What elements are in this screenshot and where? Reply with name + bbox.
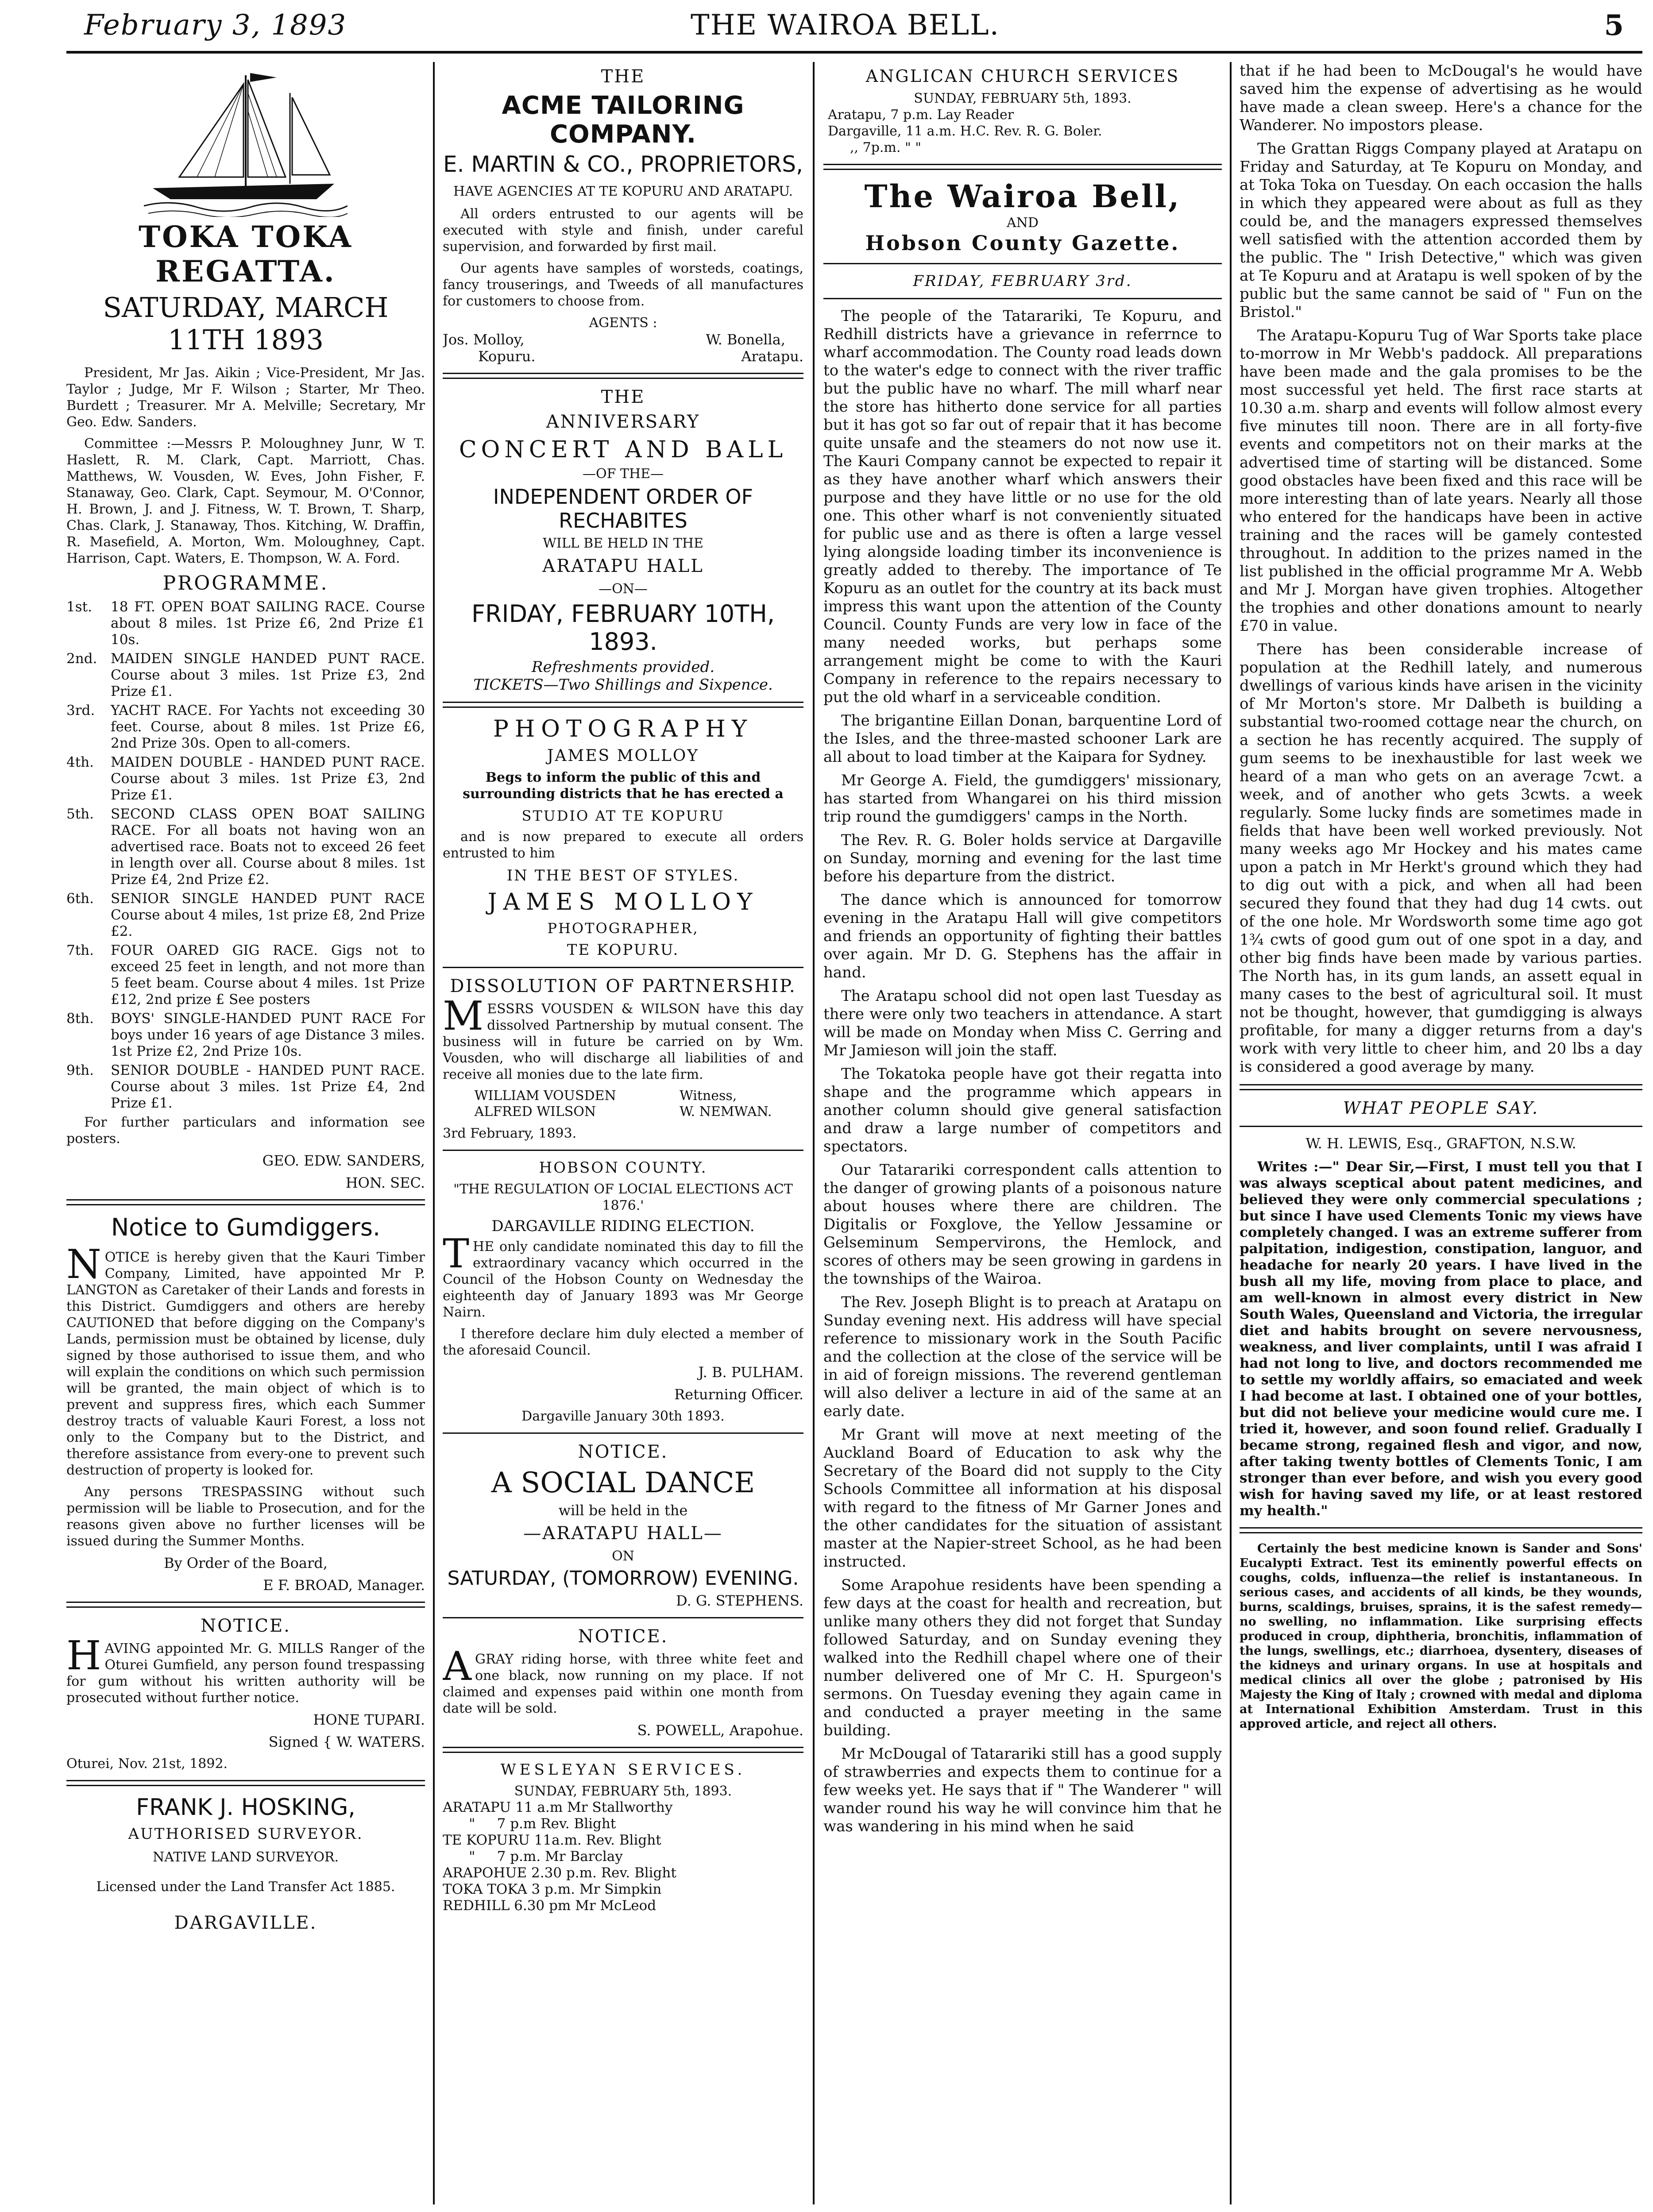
section-rule (1240, 1527, 1642, 1533)
notice-sig1: HONE TUPARI. (313, 1711, 425, 1728)
photo-studio: STUDIO AT TE KOPURU (521, 807, 725, 824)
hosking-role: AUTHORISED SURVEYOR. (128, 1825, 363, 1843)
column-2 (443, 62, 803, 2204)
news-paragraph: The Tokatoka people have got their regatta into shape and the programme which appears in another column should give general satisfaction and draw a large number of competitors and spectators. (823, 1065, 1222, 1155)
column-divider (1230, 62, 1232, 2204)
section-rule (443, 373, 803, 379)
column-3 (823, 62, 1222, 2204)
news-paragraph: The dance which is announced for tomorrow evening in the Aratapu Hall will give competitors and friends an opportunity of fighting their battles over again. Mr D. G. Stephens has the affair in hand. (823, 891, 1222, 981)
anglican-date: SUNDAY, FEBRUARY 5th, 1893. (914, 91, 1132, 106)
notice-signed: Signed (268, 1733, 319, 1750)
hosking-place: DARGAVILLE. (174, 1913, 317, 1933)
agent2-place: Aratapu. (741, 348, 803, 365)
race-description: SECOND CLASS OPEN BOAT SAILING RACE. For all boats not having won an advertised race. Boats not to exceed 26 feet in length over all. Course about 8 miles. 1st Prize £4, 2nd Prize £2. (111, 806, 425, 888)
hosking-sub: NATIVE LAND SURVEYOR. (152, 1849, 339, 1865)
editorial-masthead-sub: Hobson County Gazette. (865, 231, 1180, 255)
header-page-number: 5 (1604, 9, 1625, 42)
race-item (66, 942, 425, 1008)
anglican-line3: ,, 7p.m. " " (850, 140, 922, 155)
race-item (66, 1011, 425, 1060)
social-on: ON (612, 1548, 634, 1564)
wps-title: WHAT PEOPLE SAY. (1343, 1098, 1539, 1118)
acme-p2: Our agents have samples of worsteds, coatings, fancy trouserings, and Tweeds of all manufactures for customers to choose from. (443, 261, 803, 309)
dissolution-date: 3rd February, 1893. (443, 1126, 577, 1141)
regatta-officers: President, Mr Jas. Aikin ; Vice-President, Mr Jas. Taylor ; Judge, Mr F. Wilson ; Starter, Mr Theo. Burdett ; Treasurer. Mr A. Melville; Secretary, Mr Geo. Edw. Sanders. (66, 365, 425, 430)
news-paragraph: Our Tatarariki correspondent calls attention to the danger of growing plants of a poisonous nature about houses where there are children. The Digitalis or Foxglove, the Yellow Jessamine or Gelseminum Sempervirons, the Hemlock, and scores of others may be seen growing in gardens in the townships of the Wairoa. (823, 1161, 1222, 1288)
header-title: THE WAIROA BELL. (691, 9, 1000, 42)
news-paragraph: Some Arapohue residents have been spending a few days at the coast for health and recreation, but unlike many others they did not forget that Sunday followed Saturday, and on Sunday evening they walked into the Redhill chapel where one of their number delivered one of Mr C. H. Spurgeon's sermons. On Tuesday evening they again came in and conducted a prayer meeting in the same building. (823, 1576, 1222, 1739)
wesleyan-date: SUNDAY, FEBRUARY 5th, 1893. (514, 1783, 732, 1799)
concert-order: INDEPENDENT ORDER OF RECHABITES (493, 485, 753, 533)
wps-from: W. H. LEWIS, Esq., GRAFTON, N.S.W. (1305, 1135, 1576, 1152)
notice-sig2: Signed { W. WATERS. (268, 1733, 425, 1750)
concert-the: THE (601, 387, 645, 407)
news-paragraph: Mr McDougal of Tatarariki still has a good supply of strawberries and expects them to continue for a few weeks yet. He says that if " The Wanderer " will wander round his way he will convince him that he was wandering in his mind when he said (823, 1745, 1222, 1835)
hobson-title: HOBSON COUNTY. (539, 1159, 707, 1177)
anglican-line1: Aratapu, 7 p.m. Lay Reader (828, 107, 1014, 123)
editorial-masthead-title: The Wairoa Bell, (864, 178, 1181, 215)
column-divider (433, 62, 435, 2204)
editorial-date: FRIDAY, FEBRUARY 3rd. (913, 272, 1132, 290)
photo-p2: and is now prepared to execute all orders entrusted to him (443, 829, 803, 861)
service-line: TOKA TOKA 3 p.m. Mr Simpkin (443, 1881, 662, 1897)
hobson-body2: I therefore declare him duly elected a member of the aforesaid Council. (443, 1326, 803, 1358)
dissolution-n2: ALFRED WILSON (474, 1104, 596, 1120)
sailing-ship-illustration (144, 66, 348, 217)
section-rule (823, 263, 1222, 264)
news-paragraph: that if he had been to McDougal's he would have saved him the expense of advertising as he would have made a clean sweep. Here's a chance for the Wanderer. No impostors please. (1240, 62, 1642, 134)
photo-role: PHOTOGRAPHER, (547, 920, 699, 937)
race-number: 5th. (66, 806, 94, 822)
social-sig: D. G. STEPHENS. (676, 1592, 803, 1609)
race-item (66, 599, 425, 648)
wps-body: Writes :—" Dear Sir,—First, I must tell you that I was always sceptical about patent medicines, and believed they were only commercial speculations ; but since I have used Clements Tonic my views have completely changed. I was an extreme sufferer from palpitation, indigestion, constipation, languor, and headache for nearly 20 years. I have lived in the bush all my life, moving from place to place, and am well-known in almost every district in New South Wales, Queensland and Victoria, the irregular diet and habits brought on severe nervousness, weakness, and liver complaints, until I was afraid I had not long to live, and doctors recommended me to settle my worldly affairs, so emaciated and week I had become at last. I obtained one of your bottles, but did not believe your medicine would cure me. I tried it, however, and soon found relief. Gradually I became strong, regained flesh and vigor, and now, after taking twenty bottles of Clements Tonic, I am stronger than ever before, and wish you every good wish for having saved my life, or at least restored my health." (1240, 1159, 1642, 1519)
service-line: ARATAPU 11 a.m Mr Stallworthy (443, 1799, 673, 1815)
hobson-act: "THE REGULATION OF LOCIAL ELECTIONS ACT 1876.' (453, 1181, 793, 1213)
section-rule (443, 1150, 803, 1151)
dissolution-n1: WILLIAM VOUSDEN (474, 1088, 616, 1104)
race-description: SENIOR SINGLE HANDED PUNT RACE Course about 4 miles, 1st prize £8, 2nd Prize £2. (111, 891, 425, 939)
service-line: TE KOPURU 11a.m. Rev. Blight (443, 1832, 661, 1848)
section-rule (823, 164, 1222, 170)
service-line: " 7 p.m. Mr Barclay (443, 1849, 623, 1865)
gumdiggers-title: Notice to Gumdiggers. (111, 1213, 381, 1241)
concert-refreshments: Refreshments provided. (531, 658, 715, 676)
concert-of: —OF THE— (582, 466, 664, 482)
regatta-signature-role: HON. SEC. (345, 1174, 425, 1191)
race-number: 9th. (66, 1062, 94, 1078)
hosking-license: Licensed under the Land Transfer Act 1885. (96, 1879, 395, 1895)
hobson-riding: DARGAVILLE RIDING ELECTION. (491, 1217, 755, 1235)
column-4 (1240, 62, 1642, 2204)
column-divider (813, 62, 815, 2204)
section-rule (1240, 1126, 1642, 1127)
news-paragraph: Mr George A. Field, the gumdiggers' missionary, has started from Whangarei on his third mission trip round the gumdiggers' camps in the North. (823, 772, 1222, 826)
dissolution-signatures (443, 1088, 803, 1120)
photo-styles: IN THE BEST OF STYLES. (506, 867, 740, 884)
news-paragraph: The Rev. Joseph Blight is to preach at Aratapu on Sunday evening next. His address will have special reference to missionary work in the South Pacific and the collection at the close of the service will be in aid of foreign missions. The reverend gentleman will also deliver a lecture in aid of the same at an early date. (823, 1293, 1222, 1420)
programme-title: PROGRAMME. (162, 572, 329, 594)
news-paragraphs (1240, 62, 1642, 1076)
news-paragraph: The brigantine Eillan Donan, barquentine Lord of the Isles, and the three-masted schooner Lark are all about to load timber at the Kaipara for Sydney. (823, 712, 1222, 766)
section-rule (823, 298, 1222, 299)
race-number: 8th. (66, 1011, 94, 1027)
race-number: 3rd. (66, 703, 95, 718)
race-description: BOYS' SINGLE-HANDED PUNT RACE For boys under 16 years of age Distance 3 miles. 1st Prize £2, 2nd Prize 10s. (111, 1011, 425, 1059)
horse-sig: S. POWELL, Arapohue. (637, 1722, 803, 1739)
section-rule (443, 1617, 803, 1618)
hosking-name: FRANK J. HOSKING, (136, 1794, 355, 1821)
social-big: A SOCIAL DANCE (491, 1467, 755, 1499)
photo-title: PHOTOGRAPHY (493, 716, 753, 742)
concert-held: WILL BE HELD IN THE (543, 536, 703, 551)
regatta-footer: For further particulars and information see posters. (66, 1115, 425, 1147)
gumdiggers-body2: Any persons TRESPASSING without such permission will be liable to Prosecution, and for the reasons given above no further licenses will be issued during the Summer Months. (66, 1484, 425, 1549)
concert-date: FRIDAY, FEBRUARY 10TH, 1893. (471, 600, 775, 656)
race-item (66, 891, 425, 940)
acme-the: THE (601, 66, 645, 87)
photo-name: JAMES MOLLOY (547, 747, 699, 765)
header-rule (66, 51, 1642, 54)
concert-title: CONCERT AND BALL (459, 436, 788, 463)
concert-anniversary: ANNIVERSARY (546, 412, 700, 432)
dissolution-witness: Witness, (679, 1088, 737, 1104)
gumdiggers-sig1: By Order of the Board, (164, 1555, 328, 1571)
regatta-signature: GEO. EDW. SANDERS, (262, 1152, 425, 1169)
wesleyan-title: WESLEYAN SERVICES. (500, 1761, 746, 1779)
regatta-title: TOKA TOKA REGATTA. (139, 220, 353, 289)
eucalypti-ad: Certainly the best medicine known is Sander and Sons' Eucalypti Extract. Test its eminently powerful effects on coughs, colds, influenza—the relief is instantaneous. In serious cases, and accidents of all kinds, be they wounds, burns, scaldings, bruises, sprains, it is the safest remedy—no swelling, no inflammation. Like surprising effects produced in croup, diphtheria, bronchitis, inflammation of the lungs, swellings, etc.; diarrhoea, dysentery, diseases of the kidneys and urinary organs. In use at hospitals and medical clinics all over the globe ; patronised by His Majesty the King of Italy ; crowned with medal and diploma at International Exhibition Amsterdam. Trust in this approved article, and reject all others. (1240, 1542, 1642, 1731)
news-paragraph: There has been considerable increase of population at the Redhill lately, and numerous dwellings of various kinds have arisen in the vicinity of Mr Morton's store. Mr Dalbeth is building a substantial two-roomed cottage near the church, on a section he has recently acquired. The supply of gum seems to be inexhaustible for last week we heard of a man who gets on an average 7cwt. a week, and of another who gets 3cwts. a week regularly. Some lucky finds are sometimes made in fields that have been well worked previously. Not many weeks ago Mr Hockey and his mates came upon a patch in Mr Herkt's ground which they had to dig out with a pick, and when all had been secured they found that they had dug 14 cwts. out of the one hole. Mr Wordsworth some time ago got 1¾ cwts of good gum out of one spot in a day, and other big finds have been made by various parties. The North has, in its gum lands, an assett equal in many cases to the best of agricultural soil. It must not be thought, however, that gumdigging is always profitable, for many a digger returns from a day's work with very little to cheer him, and 20 lbs a day is considered a good average by many. (1240, 641, 1642, 1076)
hobson-date: Dargaville January 30th 1893. (521, 1409, 725, 1424)
section-rule (66, 1780, 425, 1786)
anglican-line2: Dargaville, 11 a.m. H.C. Rev. R. G. Boler. (828, 124, 1102, 139)
hobson-role: Returning Officer. (674, 1386, 803, 1403)
acme-p1: All orders entrusted to our agents will be executed with style and finish, under careful supervision, and forwarded by first mail. (443, 206, 803, 255)
race-number: 4th. (66, 754, 94, 770)
race-number: 2nd. (66, 651, 97, 667)
horse-body: AGRAY riding horse, with three white feet and one black, now running on my place. If not claimed and expenses paid within one month from date will be sold. (443, 1643, 803, 1716)
news-paragraph: The Rev. R. G. Boler holds service at Dargaville on Sunday, morning and evening for the last time before his departure from the district. (823, 831, 1222, 885)
race-number: 7th. (66, 942, 94, 958)
page-header (66, 9, 1642, 53)
race-description: 18 FT. OPEN BOAT SAILING RACE. Course about 8 miles. 1st Prize £6, 2nd Prize £1 10s. (111, 599, 425, 648)
news-paragraph: The people of the Tatarariki, Te Kopuru, and Redhill districts have a grievance in referrnce to wharf accommodation. The County road leads down to the water's edge to connect with the river traffic but the public have no wharf. The mill wharf near the store has hitherto done service for all parties but it has got so far out of repair that it has become quite unsafe and the steamers do not now use it. The Kauri Company cannot be expected to repair it as they have another wharf which answers their purpose and they have little or no use for the old one. This other wharf is not conveniently situated for public use and as there is often a large vessel lying alongside loading timber its inconvenience is greatly added to thereby. The importance of Te Kopuru as an outlet for the country at its back must impress this want upon the attention of the County Council. County Funds are very low in face of the many needed works, but perhaps some arrangement might be come to with the Kauri Company in reference to the repairs necessary to put the old wharf in a serviceable condition. (823, 307, 1222, 706)
acme-agencies: HAVE AGENCIES AT TE KOPURU AND ARATAPU. (453, 184, 793, 199)
race-description: SENIOR DOUBLE - HANDED PUNT RACE. Course about 3 miles. 1st Prize £4, 2nd Prize £1. (111, 1062, 425, 1111)
concert-tickets: TICKETS—Two Shillings and Sixpence. (473, 676, 773, 694)
race-item (66, 703, 425, 752)
social-date: SATURDAY, (TOMORROW) EVENING. (447, 1567, 799, 1590)
race-description: MAIDEN SINGLE HANDED PUNT RACE. Course about 3 miles. 1st Prize £3, 2nd Prize £1. (111, 651, 425, 699)
dissolution-title: DISSOLUTION OF PARTNERSHIP. (450, 976, 796, 996)
social-held: will be held in the (558, 1502, 688, 1519)
anglican-title: ANGLICAN CHURCH SERVICES (865, 66, 1180, 86)
race-list (66, 599, 425, 1112)
race-item (66, 651, 425, 700)
editorial-paragraphs (823, 307, 1222, 1836)
news-paragraph: The Aratapu school did not open last Tuesday as there were only two teachers in attendance. A start will be made on Monday when Miss C. Gerring and Mr Jamieson will join the staff. (823, 987, 1222, 1059)
section-rule (443, 1432, 803, 1434)
race-description: FOUR OARED GIG RACE. Gigs not to exceed 25 feet in length, and not more than 5 feet beam. Course about 4 miles. 1st Prize £12, 2nd prize £ See posters (111, 942, 425, 1008)
section-rule (66, 1199, 425, 1205)
news-paragraph: Mr Grant will move at next meeting of the Auckland Board of Education to ask why the Secretary of the Board did not supply to the City Schools Committee all information at his disposal with regard to the fitness of Mr Garner Jones and the other candidates for the situation of assistant master at the Napier-street School, as he had been instructed. (823, 1426, 1222, 1571)
acme-agents-label: AGENTS : (589, 315, 657, 331)
regatta-date: SATURDAY, MARCH 11TH 1893 (103, 291, 389, 356)
photo-p1: Begs to inform the public of this and surrounding districts that he has erected a (463, 770, 784, 802)
race-number: 6th. (66, 891, 94, 907)
acme-agents (443, 331, 803, 365)
notice-sig2-name: W. WATERS. (336, 1733, 425, 1750)
acme-proprietors: E. MARTIN & CO., PROPRIETORS, (443, 151, 803, 177)
column-1 (66, 62, 425, 2204)
race-description: YACHT RACE. For Yachts not exceeding 30 feet. Course, about 8 miles. 1st Prize £6, 2nd Prize 30s. Open to all-comers. (111, 703, 425, 751)
race-number: 1st. (66, 599, 92, 615)
section-rule (443, 702, 803, 708)
concert-on: —ON— (599, 581, 648, 597)
concert-hall: ARATAPU HALL (542, 556, 704, 576)
section-rule (66, 1602, 425, 1608)
service-line: ARAPOHUE 2.30 p.m. Rev. Blight (443, 1865, 676, 1881)
dissolution-wname: W. NEMWAN. (679, 1104, 772, 1120)
race-item (66, 806, 425, 888)
agent1-name: Jos. Molloy, (443, 331, 525, 348)
service-line: REDHILL 6.30 pm Mr McLeod (443, 1898, 657, 1914)
race-item (66, 1062, 425, 1112)
section-rule (443, 967, 803, 968)
race-description: MAIDEN DOUBLE - HANDED PUNT RACE. Course about 3 miles. 1st Prize £3, 2nd Prize £1. (111, 754, 425, 803)
social-title: NOTICE. (578, 1442, 668, 1462)
agent1-place: Kopuru. (478, 348, 536, 365)
notice-body: HAVING appointed Mr. G. MILLS Ranger of the Oturei Gumfield, any person found trespassing for gum without his written authority will be prosecuted without further notice. (66, 1633, 425, 1706)
horse-title: NOTICE. (578, 1626, 668, 1647)
dissolution-body: MESSRS VOUSDEN & WILSON have this day dissolved Partnership by mutual consent. The business will in future be carried on by Wm. Vousden, who will discharge all liabilities of and receive all monies due to the late firm. (443, 993, 803, 1082)
gumdiggers-body: NOTICE is hereby given that the Kauri Timber Company, Limited, have appointed Mr P. LANGTON as Caretaker of their Lands and forests in this District. Gumdiggers and others are hereby CAUTIONED that before digging on the Company's Lands, permission must be obtained by license, duly signed by those authorised to issue them, and who will explain the conditions on which such permission will be granted, the main object of which is to prevent and suppress fires, which each Summer destroy tracts of valuable Kauri Forest, a loss not only to the Company but to the District, and therefore assistance from every-one to prevent such destruction of property is looked for. (66, 1241, 425, 1478)
acme-name: ACME TAILORING COMPANY. (502, 91, 745, 149)
regatta-committee: Committee :—Messrs P. Moloughney Junr, W T. Haslett, R. M. Clark, Capt. Marriott, Chas. Matthews, W. Vousden, W. Eves, John Fisher, F. Stanaway, Geo. Clark, Capt. Seymour, M. O'Connor, H. Brown, J. and J. Fitness, W. T. Brown, T. Sharp, Chas. Clark, J. Stanaway, Thos. Kitching, W. Draffin, R. Masefield, A. Morton, Wm. Moloughney, Capt. Harrison, Capt. Waters, E. Thompson, W. A. Ford. (66, 436, 425, 566)
notice-title: NOTICE. (201, 1616, 291, 1636)
gumdiggers-sig2: E F. BROAD, Manager. (263, 1577, 425, 1594)
photo-place: TE KOPURU. (567, 941, 680, 959)
editorial-masthead-and: AND (1007, 215, 1039, 231)
section-rule (1240, 1084, 1642, 1090)
notice-date: Oturei, Nov. 21st, 1892. (66, 1756, 228, 1772)
header-date: February 3, 1893 (84, 9, 347, 42)
news-paragraph: The Aratapu-Kopuru Tug of War Sports take place to-morrow in Mr Webb's paddock. All preparations have been made and the gala promises to be the most successful yet held. The first race starts at 10.30 a.m. sharp and events will follow almost every five minutes till noon. There are in all forty-five events and competitors not on their marks at the advertised time of starting will be distanced. Some good obstacles have been fixed and this race will be more interesting than of late years. Nearly all those who entered for the handicaps have been in active training and the races will be gamely contested throughout. In addition to the prizes named in the list published in the official programme Mr A. Webb and Mr J. Morgan have given trophies. Altogether the trophies and other donations amount to nearly £70 in value. (1240, 327, 1642, 635)
photo-name2: JAMES MOLLOY (487, 889, 759, 915)
social-hall: —ARATAPU HALL— (523, 1523, 723, 1544)
race-item (66, 754, 425, 803)
news-paragraph: The Grattan Riggs Company played at Aratapu on Friday and Saturday, at Te Kopuru on Monday, and at Toka Toka on Tuesday. On each occasion the halls in which they appeared were about as full as they could be, and the managers expressed themselves well satisfied with the attention accorded them by the public. The " Irish Detective," which was given at Te Kopuru and at Aratapu is well spoken of by the public but the same cannot be said of " Fun on the Bristol." (1240, 140, 1642, 321)
hobson-sig: J. B. PULHAM. (698, 1364, 803, 1381)
service-line: " 7 p.m Rev. Blight (443, 1816, 616, 1832)
agent2-name: W. Bonella, (706, 331, 785, 348)
wesleyan-list (443, 1799, 803, 1914)
section-rule (443, 1747, 803, 1753)
hobson-body: THE only candidate nominated this day to fill the extraordinary vacancy which occurred in the Council of the Hobson County on Wednesday the eighteenth day of January 1893 was Mr George Nairn. (443, 1231, 803, 1320)
